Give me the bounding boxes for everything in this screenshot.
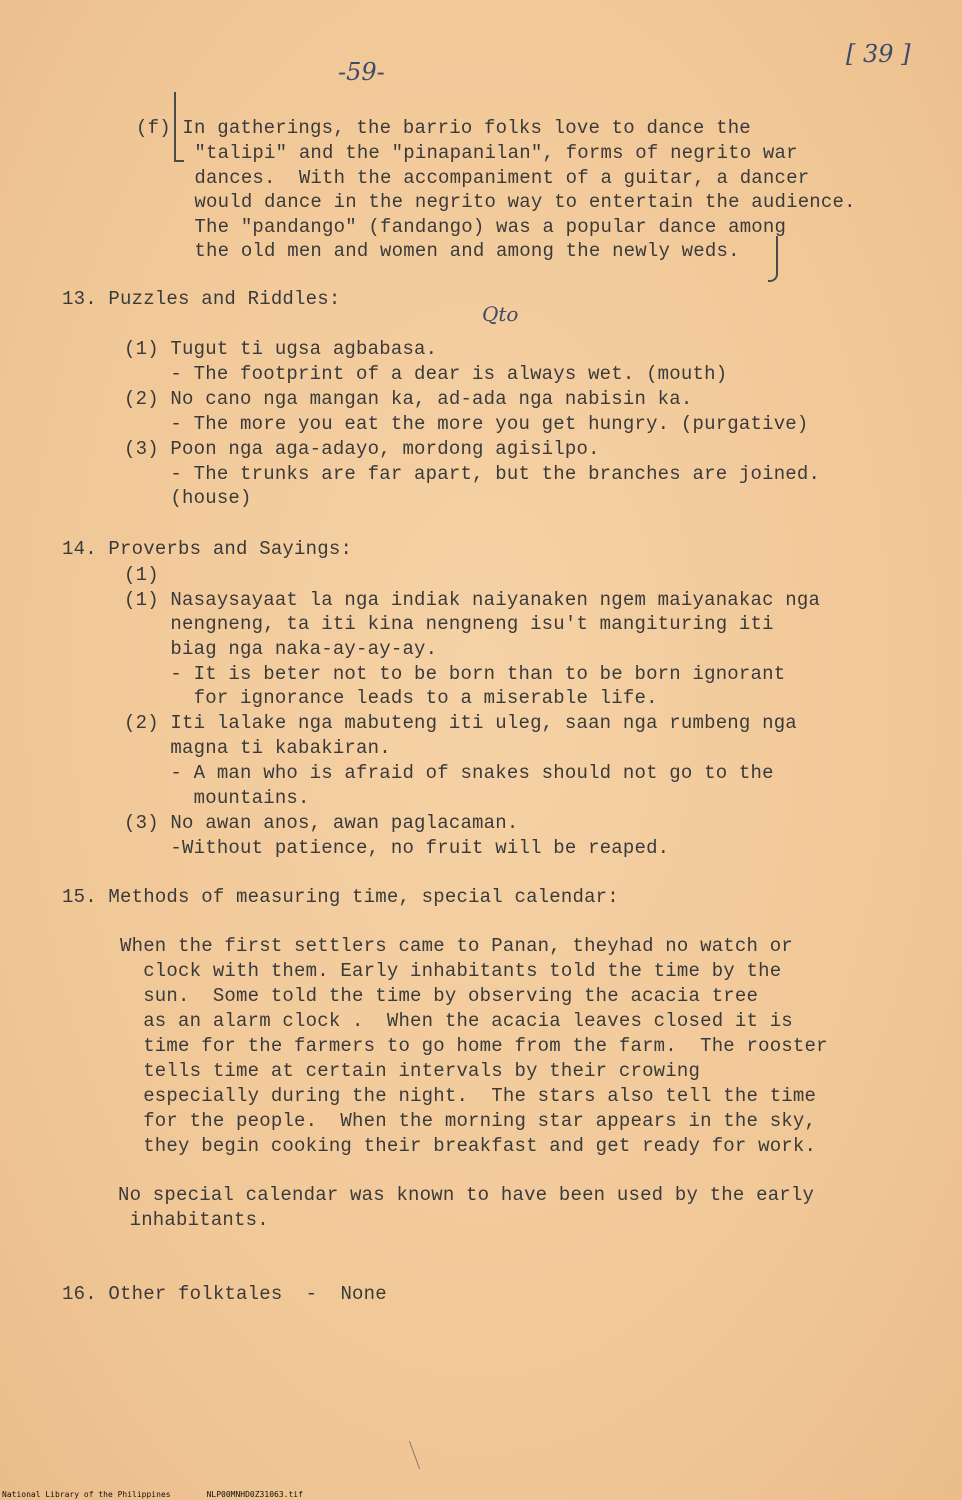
section-f-line-3: dances. With the accompaniment of a guitar, a dancer — [148, 167, 810, 189]
section-f-line-2: "talipi" and the "pinapanilan", forms of negrito war — [148, 142, 798, 164]
section-f-line-5: The "pandango" (fandango) was a popular dance among — [148, 216, 787, 238]
section-14-line-7: (2) Iti lalake nga mabuteng iti uleg, saan nga rumbeng nga — [124, 712, 797, 734]
section-14-line-10: mountains. — [124, 787, 310, 809]
section-f-line-6: the old men and women and among the newly weds. — [148, 240, 740, 262]
reviewer-initials: Qto — [482, 302, 519, 326]
section-14-line-8: magna ti kabakiran. — [124, 737, 391, 759]
section-13-line-4: - The more you eat the more you get hungry. (purgative) — [124, 413, 809, 435]
section-15-line-5: time for the farmers to go home from the farm. The rooster — [120, 1035, 828, 1057]
section-15-line-2: clock with them. Early inhabitants told the time by the — [120, 960, 782, 982]
section-13-line-7: (house) — [124, 487, 252, 509]
page-reference: [ 39 ] — [846, 40, 911, 68]
section-15-line-12: inhabitants. — [118, 1209, 269, 1231]
section-13-line-2: - The footprint of a dear is always wet. (mouth) — [124, 363, 728, 385]
stray-pen-mark — [409, 1441, 420, 1470]
section-13-line-1: (1) Tugut ti ugsa agbabasa. — [124, 338, 438, 360]
section-14-line-6: for ignorance leads to a miserable life. — [124, 687, 658, 709]
section-13-line-6: - The trunks are far apart, but the branches are joined. — [124, 463, 821, 485]
section-f-line-1: (f) In gatherings, the barrio folks love to dance the — [136, 117, 751, 139]
section-14-line-12: -Without patience, no fruit will be reaped. — [124, 837, 670, 859]
page-number: -59- — [338, 58, 385, 86]
section-15-line-7: especially during the night. The stars also tell the time — [120, 1085, 817, 1107]
footer-filename: NLP00MNHD0Z31063.tif — [206, 1490, 303, 1499]
footer-library: National Library of the Philippines — [2, 1490, 171, 1499]
section-13-heading: 13. Puzzles and Riddles: — [62, 288, 341, 310]
section-16-heading: 16. Other folktales - None — [62, 1283, 387, 1305]
section-15-line-11: No special calendar was known to have been used by the early — [118, 1184, 815, 1206]
scan-footer — [2, 1490, 339, 1499]
section-14-line-11: (3) No awan anos, awan paglacaman. — [124, 812, 519, 834]
section-15-line-1: When the first settlers came to Panan, theyhad no watch or — [120, 935, 793, 957]
margin-bracket-close — [768, 236, 778, 282]
section-15-line-4: as an alarm clock . When the acacia leaves closed it is — [120, 1010, 793, 1032]
section-15-heading: 15. Methods of measuring time, special calendar: — [62, 886, 619, 908]
section-14-heading: 14. Proverbs and Sayings: — [62, 538, 353, 560]
section-14-line-3: nengneng, ta iti kina nengneng isu't mangituring iti — [124, 613, 774, 635]
section-14-line-1: (1) — [124, 564, 159, 586]
section-13-line-5: (3) Poon nga aga-adayo, mordong agisilpo. — [124, 438, 600, 460]
section-14-line-2: (1) Nasaysayaat la nga indiak naiyanaken ngem maiyanakac nga — [124, 589, 821, 611]
section-15-line-9: they begin cooking their breakfast and get ready for work. — [120, 1135, 817, 1157]
section-14-line-9: - A man who is afraid of snakes should not go to the — [124, 762, 774, 784]
section-f-line-4: would dance in the negrito way to entertain the audience. — [148, 191, 856, 213]
section-14-line-4: biag nga naka-ay-ay-ay. — [124, 638, 438, 660]
section-14-line-5: - It is beter not to be born than to be born ignorant — [124, 663, 786, 685]
section-15-line-6: tells time at certain intervals by their crowing — [120, 1060, 701, 1082]
section-13-line-3: (2) No cano nga mangan ka, ad-ada nga nabisin ka. — [124, 388, 693, 410]
section-15-line-3: sun. Some told the time by observing the acacia tree — [120, 985, 759, 1007]
section-15-line-8: for the people. When the morning star appears in the sky, — [120, 1110, 817, 1132]
